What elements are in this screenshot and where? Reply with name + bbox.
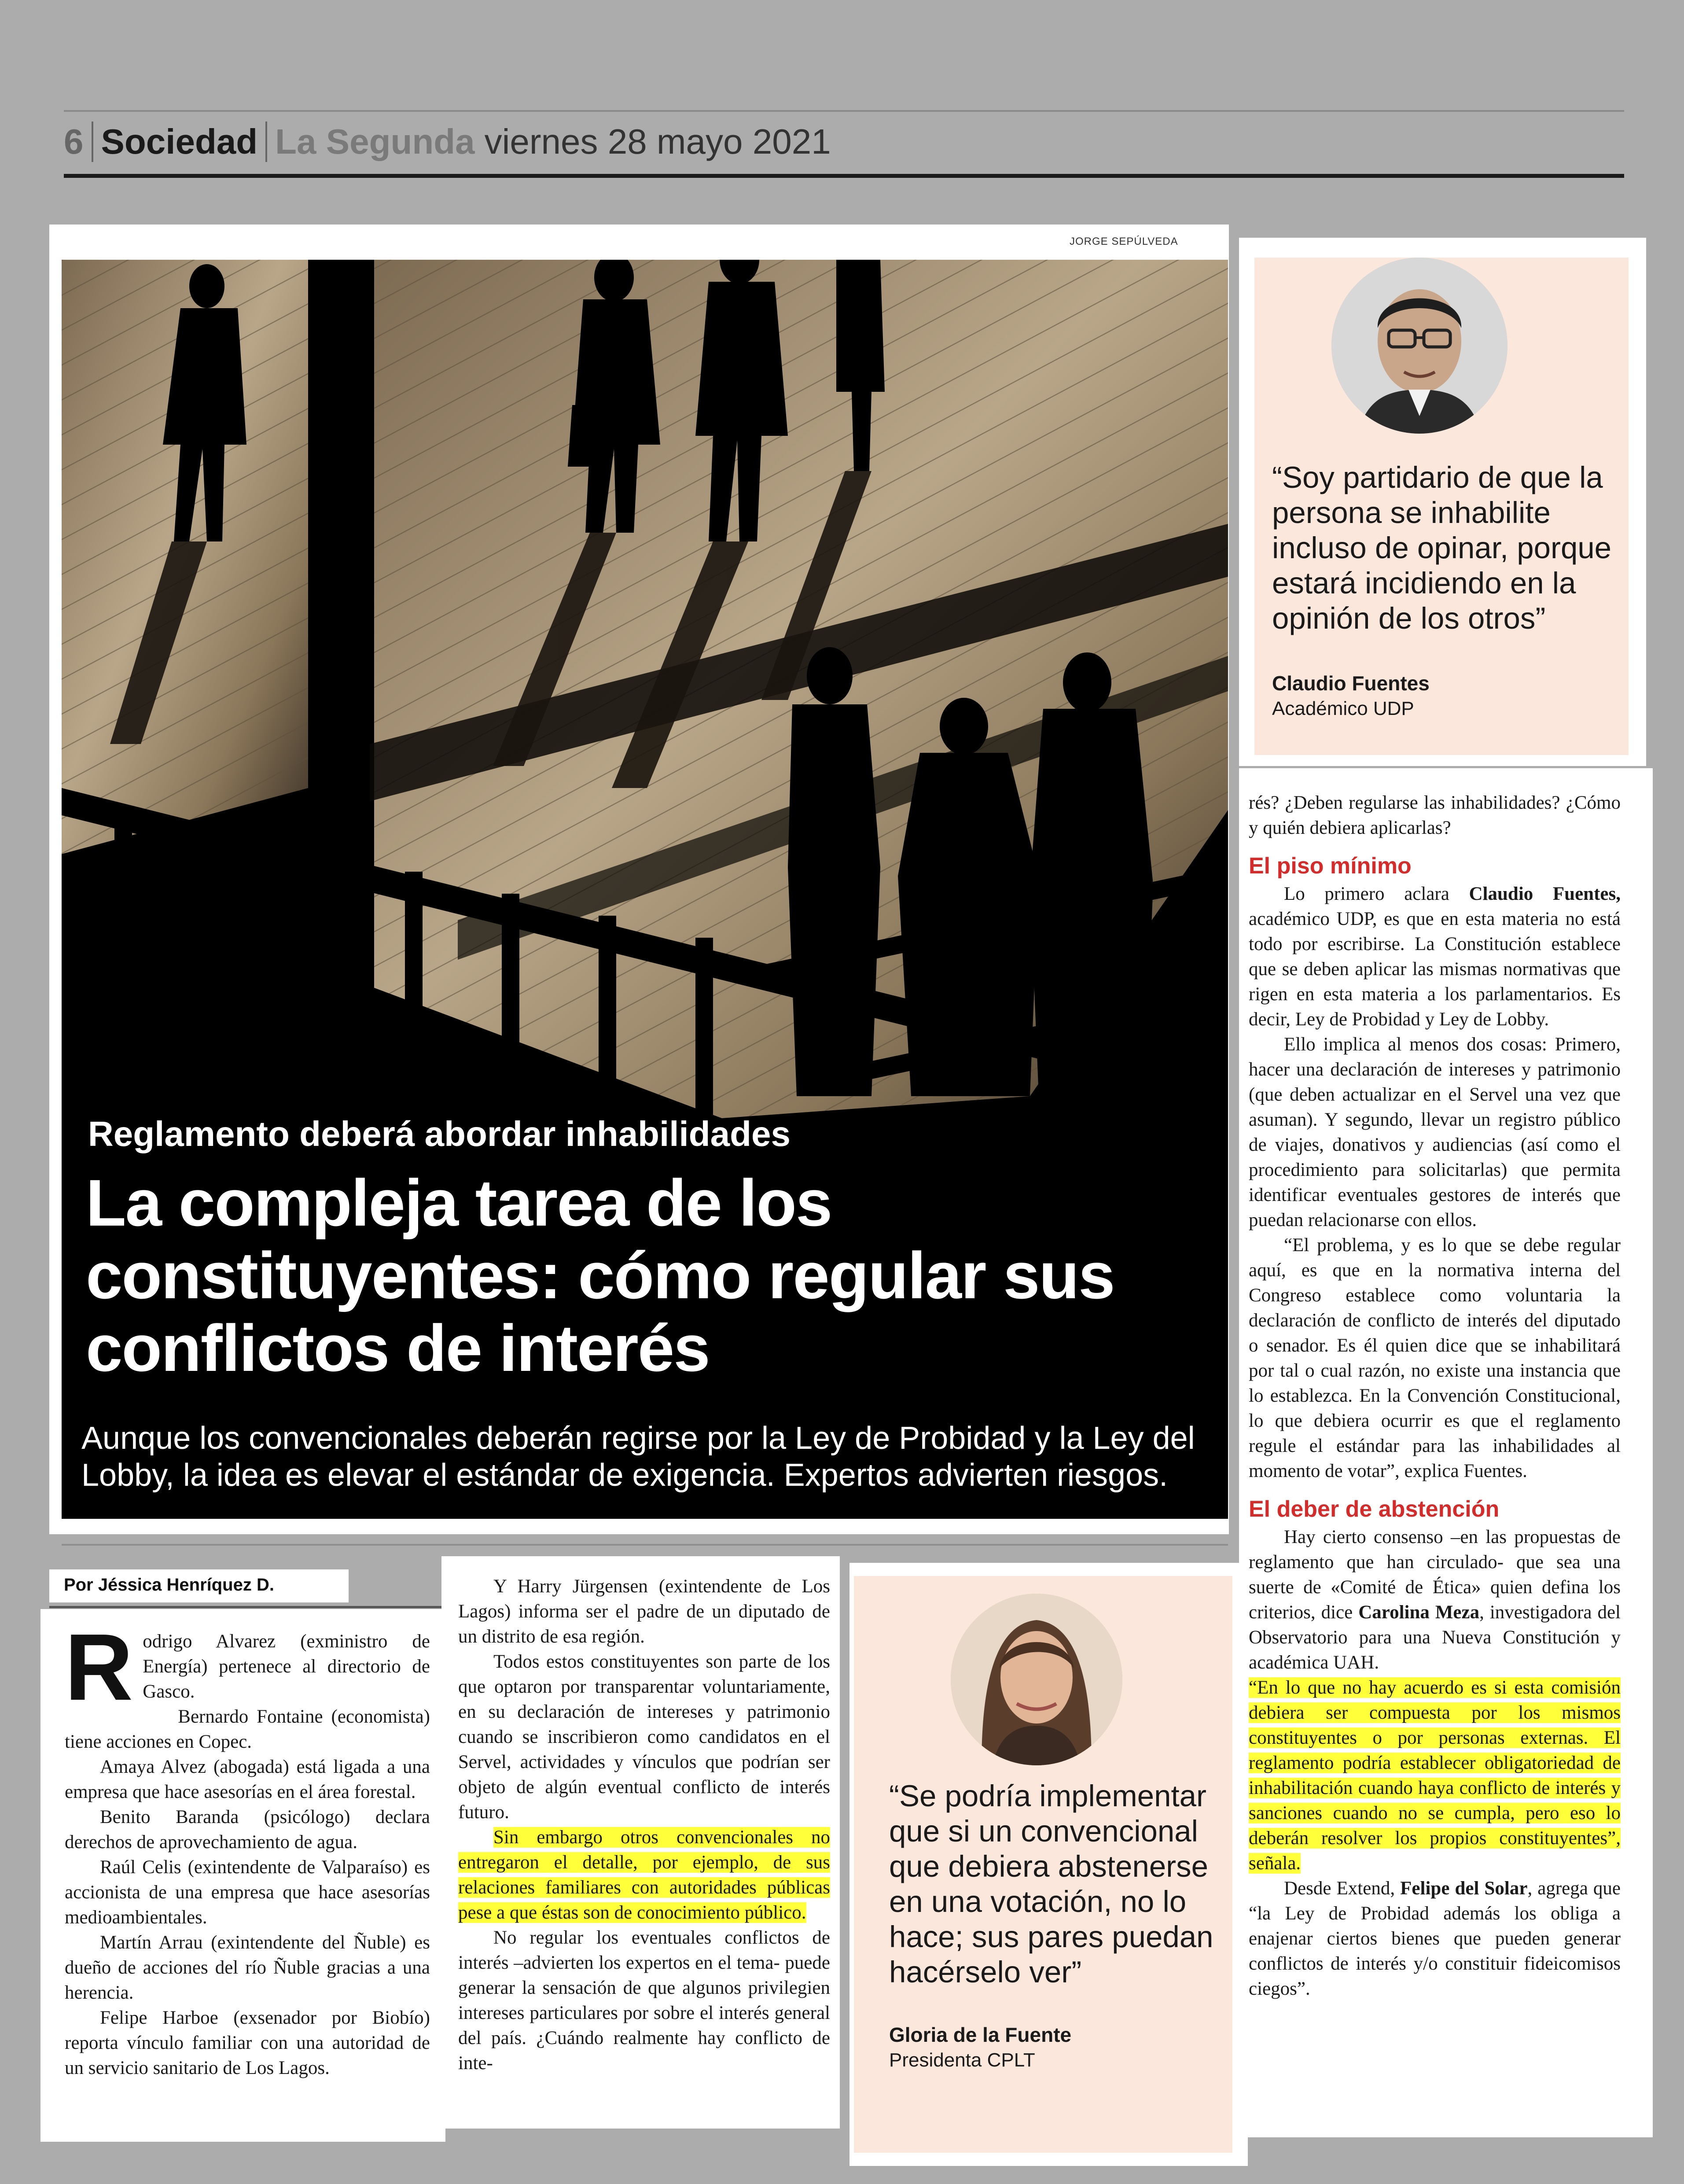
byline-rule — [49, 1606, 443, 1608]
text-run: , investigadora del Observatorio para una Nueva Constitución y académica UAH. — [1249, 1602, 1621, 1673]
drop-cap: R — [65, 1614, 133, 1720]
paragraph: Felipe Harboe (exsenador por Biobío) reporta vínculo familiar con una autoridad de un servicio sanitario de Los Lagos. — [65, 2007, 430, 2078]
avatar — [1331, 258, 1508, 434]
paragraph: odrigo Alvarez (exministro de Energía) pertenece al directorio de Gasco. — [143, 1631, 430, 1702]
quote-author-role: Presidenta CPLT — [889, 2049, 1035, 2071]
section-rule — [62, 1544, 1228, 1546]
person-name: Felipe del Solar — [1400, 1878, 1528, 1899]
page-header — [64, 115, 831, 168]
portrait-woman-icon — [951, 1594, 1122, 1765]
column-2 — [441, 1556, 840, 2129]
header-divider — [92, 122, 93, 162]
column-3 — [1239, 768, 1653, 2137]
text-run: Desde Extend, — [1284, 1878, 1401, 1899]
paragraph — [1249, 881, 1621, 1032]
column-2-text — [458, 1574, 830, 2076]
pull-quote: “Se podría implementar que si un convencional que debiera abstenerse en una votación, no lo hace; sus pares puedan hacérselo ver” — [889, 1779, 1213, 1989]
subhead: El deber de abstención — [1249, 1496, 1500, 1522]
paragraph-highlighted — [1249, 1675, 1621, 1876]
quote-author: Claudio Fuentes — [1272, 672, 1430, 695]
column-1-text — [65, 1614, 430, 2081]
column-1 — [40, 1609, 445, 2142]
page-number: 6 — [64, 122, 84, 161]
paragraph: Y Harry Jürgensen (exintendente de Los Lagos) informa ser el padre de un diputado de un distrito de esa región. — [458, 1576, 830, 1647]
quote-card-fuentes — [1254, 258, 1629, 755]
paragraph — [1249, 1876, 1621, 2001]
header-divider — [265, 122, 267, 162]
text-run: Hay cierto consenso –en las propuestas de reglamento que han circulado- que sea una suerte de «Comité de Ética» quien defina los criterios, dice — [1249, 1527, 1621, 1623]
text-run: académico UDP, es que en esta materia no está todo por escribirse. La Constitución establece que se deben aplicar las mismas normativas que rigen en esta materia a los parlamentarios. Es decir, Ley de Probidad y Ley de Lobby. — [1249, 909, 1621, 1030]
header-bottom-rule — [64, 174, 1624, 178]
column-3-text — [1249, 790, 1621, 2001]
pull-quote: “Soy partidario de que la persona se inhabilite incluso de opinar, porque estará incidiendo en la opinión de los otros” — [1272, 460, 1612, 635]
header-top-rule — [64, 110, 1624, 112]
portrait-man-icon — [1331, 258, 1508, 434]
paragraph — [1249, 1525, 1621, 1675]
paragraph: “El problema, y es lo que se debe regular aquí, es que en la normativa interna del Congreso establece como voluntaria la declaración de conflicto de interés del diputado o senador. Es él quien dice que se inhabilitará por tal o cual razón, no existe una instancia que lo establezca. En la Convención Constitucional, lo que debiera ocurrir es que el reglamento regule el estándar para las inhabilidades al momento de votar”, explica Fuentes. — [1249, 1235, 1621, 1481]
person-name: Carolina Meza — [1358, 1602, 1480, 1623]
byline: Por Jéssica Henríquez D. — [64, 1575, 274, 1595]
paragraph: Martín Arrau (exintendente del Ñuble) es dueño de acciones del río Ñuble gracias a una herencia. — [65, 1932, 430, 2003]
issue-date: viernes 28 mayo 2021 — [484, 122, 831, 161]
quote-author-role: Académico UDP — [1272, 698, 1414, 719]
paragraph: Benito Baranda (psicólogo) declara derechos de aprovechamiento de agua. — [65, 1807, 430, 1853]
article-dek: Aunque los convencionales deberán regirse por la Ley de Probidad y la Ley del Lobby, la idea es elevar el estándar de exigencia. Expertos advierten riesgos. — [81, 1421, 1195, 1493]
highlighted-text: “En lo que no hay acuerdo es si esta comisión debiera ser compuesta por los mismos constituyentes o por personas externas. El reglamento podría establecer obligatoriedad de inhabilitación cuando haya conflicto de interés y sanciones cuando no se cumpla, pero eso lo deberán resolver los propios constituyentes”, señala. — [1249, 1677, 1621, 1874]
text-run: Lo primero aclara — [1284, 884, 1469, 904]
article-kicker: Reglamento deberá abordar inhabilidades — [88, 1114, 791, 1153]
subhead: El piso mínimo — [1249, 853, 1412, 879]
quote-author: Gloria de la Fuente — [889, 2023, 1072, 2046]
highlighted-text: Sin embargo otros convencionales no entregaron el detalle, por ejemplo, de sus relaciones familiares con autoridades públicas pese a que éstas son de conocimiento público. — [458, 1827, 830, 1923]
paragraph: Bernardo Fontaine (economista) tiene acciones en Copec. — [65, 1706, 430, 1752]
paragraph: No regular los eventuales conflictos de interés –advierten los expertos en el tema- puede generar la sensación de que algunos privilegien intereses particulares por sobre el interés general del país. ¿Cuándo realmente hay conflicto de inte- — [458, 1927, 830, 2074]
article-headline: La compleja tarea de los constituyentes: cómo regular sus conflictos de interés — [86, 1166, 1114, 1385]
person-name: Claudio Fuentes, — [1469, 884, 1621, 904]
text-run: , agrega que “la Ley de Probidad además los obliga a enajenar ciertos bienes que pueden generar conflictos de interés y/o constituir fideicomisos ciegos”. — [1249, 1878, 1621, 1999]
paragraph: Todos estos constituyentes son parte de los que optaron por transparentar voluntariamente, en su declaración de intereses y patrimonio cuando se inscribieron como candidatos en el Servel, actividades y vínculos que podrían ser objeto de algún eventual conflicto de interés futuro. — [458, 1651, 830, 1823]
photo-credit: JORGE SEPÚLVEDA — [1070, 236, 1178, 247]
avatar — [951, 1594, 1122, 1765]
paragraph: Amaya Alvez (abogada) está ligada a una empresa que hace asesorías en el área forestal. — [65, 1757, 430, 1802]
paragraph: rés? ¿Deben regularse las inhabilidades? ¿Cómo y quién debiera aplicarlas? — [1249, 792, 1621, 838]
paragraph: Raúl Celis (exintendente de Valparaíso) es accionista de una empresa que hace asesorías medioambientales. — [65, 1857, 430, 1928]
paragraph-highlighted — [458, 1825, 830, 1925]
quote-card-delafuente — [854, 1576, 1232, 2153]
paragraph: Ello implica al menos dos cosas: Primero, hacer una declaración de intereses y patrimonio (que deben actualizar en el Servel una vez que asuman). Y segundo, llevar un registro público de viajes, donativos y audiencias (así como el procedimiento para solicitarlas) que permita identificar eventuales gestores de interés que puedan relacionarse con ellos. — [1249, 1034, 1621, 1230]
newspaper-name: La Segunda — [275, 122, 475, 161]
section-name: Sociedad — [101, 122, 258, 161]
